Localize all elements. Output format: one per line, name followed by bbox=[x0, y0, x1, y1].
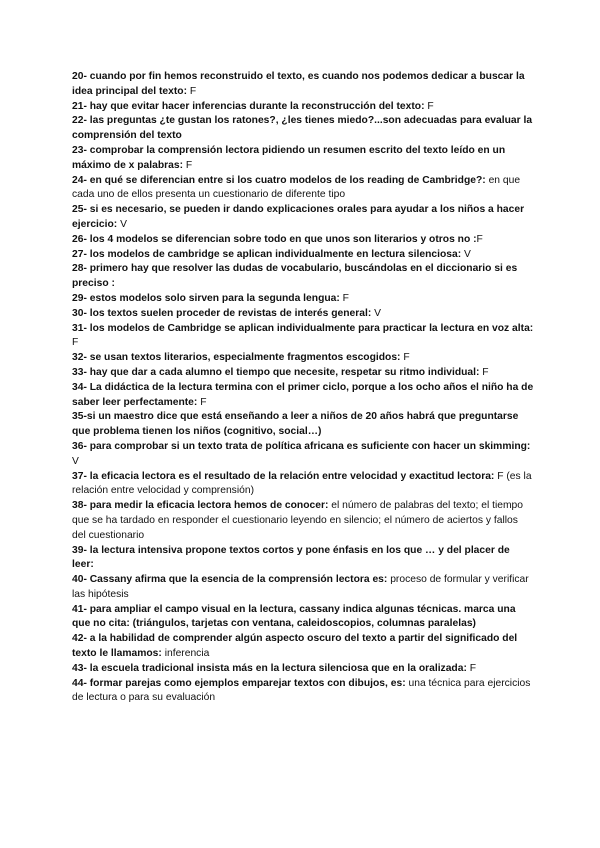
question-text: 30- los textos suelen proceder de revistas de interés general: bbox=[72, 307, 375, 319]
question-item-44 bbox=[72, 677, 534, 707]
answer-text: F bbox=[476, 233, 483, 245]
question-text: 35-si un maestro dice que está enseñando a leer a niños de 20 años habrá que preguntarse que problema tienen los niños (cognitivo, social…) bbox=[72, 411, 519, 438]
answer-text: V bbox=[120, 218, 127, 230]
answer-text: V bbox=[374, 307, 382, 319]
question-text: 20- cuando por fin hemos reconstruido el texto, es cuando nos podemos dedicar a buscar la idea principal del texto: bbox=[72, 71, 525, 97]
question-text: 21- hay que evitar hacer inferencias durante la reconstrucción del texto: bbox=[72, 100, 428, 112]
question-text: 39- la lectura intensiva propone textos cortos y pone énfasis en los que … y del placer de leer: bbox=[72, 544, 510, 571]
question-text: 42- a la habilidad de comprender algún aspecto oscuro del texto a partir del significado del texto le llamamos: bbox=[72, 633, 518, 660]
answer-text: en que cada uno de ellos presenta un cuestionario de diferente tipo bbox=[72, 174, 521, 201]
answer-text: el número de palabras del texto; el tiempo que se ha tardado en responder el cuestionario leyendo en silencio; el número de aciertos y fallos del cuestionario bbox=[72, 500, 523, 541]
question-item-29 bbox=[72, 292, 534, 307]
question-text: 43- la escuela tradicional insista más en la lectura silenciosa que en la oralizada: bbox=[72, 662, 470, 674]
question-text: 37- la eficacia lectora es el resultado de la relación entre velocidad y exactitud lectora: bbox=[72, 470, 498, 482]
question-text: 34- La didáctica de la lectura termina con el primer ciclo, porque a los ocho años el niño ha de saber leer perfectamente: bbox=[72, 381, 534, 408]
question-item-32 bbox=[72, 351, 534, 366]
answer-text: F bbox=[427, 100, 434, 112]
question-item-41 bbox=[72, 603, 534, 633]
answer-text: una técnica para ejercicios de lectura o para su evaluación bbox=[72, 677, 531, 704]
question-text: 23- comprobar la comprensión lectora pidiendo un resumen escrito del texto leído en un máximo de x palabras: bbox=[72, 144, 506, 171]
question-text: 26- los 4 modelos se diferencian sobre todo en que unos son literarios y otros no : bbox=[72, 233, 477, 245]
answer-text: F bbox=[403, 352, 410, 364]
question-item-30 bbox=[72, 307, 534, 322]
question-text: 24- en qué se diferencian entre si los cuatro modelos de los reading de Cambridge?: bbox=[72, 174, 489, 186]
question-item-28 bbox=[72, 262, 534, 292]
question-text: 27- los modelos de cambridge se aplican individualmente en lectura silenciosa: bbox=[72, 248, 464, 260]
question-text: 44- formar parejas como ejemplos emparejar textos con dibujos, es: bbox=[72, 677, 409, 689]
question-item-31 bbox=[72, 322, 534, 352]
question-text: 41- para ampliar el campo visual en la lectura, cassany indica algunas técnicas. marca una que no cita: (triángulos, tarjetas con ventana, caleidoscopios, columnas paralelas) bbox=[72, 603, 516, 630]
question-text: 29- estos modelos solo sirven para la segunda lengua: bbox=[72, 292, 343, 304]
question-item-22 bbox=[72, 114, 534, 144]
question-text: 36- para comprobar si un texto trata de política africana es suficiente con hacer un skimming: bbox=[72, 440, 531, 452]
question-item-38 bbox=[72, 499, 534, 543]
answer-text: F bbox=[185, 159, 193, 171]
question-item-42 bbox=[72, 632, 534, 662]
question-text: 33- hay que dar a cada alumno el tiempo que necesite, respetar su ritmo individual: bbox=[72, 366, 483, 378]
answer-text: proceso de formular y verificar las hipótesis bbox=[72, 574, 529, 600]
question-item-21 bbox=[72, 100, 534, 115]
answer-text: F bbox=[342, 292, 349, 304]
question-list bbox=[72, 70, 534, 706]
answer-text: F bbox=[482, 366, 489, 378]
question-item-27 bbox=[72, 248, 534, 263]
answer-text: V bbox=[72, 455, 79, 467]
answer-text: F bbox=[72, 337, 79, 349]
answer-text: F bbox=[200, 396, 207, 408]
question-item-24 bbox=[72, 174, 534, 204]
question-item-23 bbox=[72, 144, 534, 174]
question-item-33 bbox=[72, 366, 534, 381]
question-item-43 bbox=[72, 662, 534, 677]
answer-text: F bbox=[469, 662, 477, 674]
answer-text: F bbox=[189, 85, 197, 97]
answer-text: inferencia bbox=[164, 648, 210, 660]
question-item-34 bbox=[72, 381, 534, 411]
question-text: 31- los modelos de Cambridge se aplican individualmente para practicar la lectura en voz alta: bbox=[72, 322, 534, 334]
question-text: 40- Cassany afirma que la esencia de la comprensión lectora es: bbox=[72, 574, 391, 586]
question-item-25 bbox=[72, 203, 534, 233]
answer-text: F (es la relación entre velocidad y comprensión) bbox=[72, 470, 532, 497]
question-text: 38- para medir la eficacia lectora hemos de conocer: bbox=[72, 500, 332, 512]
question-text: 25- si es necesario, se pueden ir dando explicaciones orales para ayudar a los niños a hacer ejercicio: bbox=[72, 204, 525, 230]
question-text: 32- se usan textos literarios, especialmente fragmentos escogidos: bbox=[72, 352, 404, 364]
question-item-40 bbox=[72, 573, 534, 603]
question-item-39 bbox=[72, 544, 534, 574]
question-item-35 bbox=[72, 410, 534, 440]
question-item-26 bbox=[72, 233, 534, 248]
question-text: 22- las preguntas ¿te gustan los ratones?, ¿les tienes miedo?...son adecuadas para evaluar la comprensión del texto bbox=[72, 115, 533, 142]
answer-text: V bbox=[463, 248, 471, 260]
question-item-36 bbox=[72, 440, 534, 470]
question-text: 28- primero hay que resolver las dudas de vocabulario, buscándolas en el diccionario si es preciso : bbox=[72, 263, 518, 290]
question-item-20 bbox=[72, 70, 534, 100]
question-item-37 bbox=[72, 470, 534, 500]
